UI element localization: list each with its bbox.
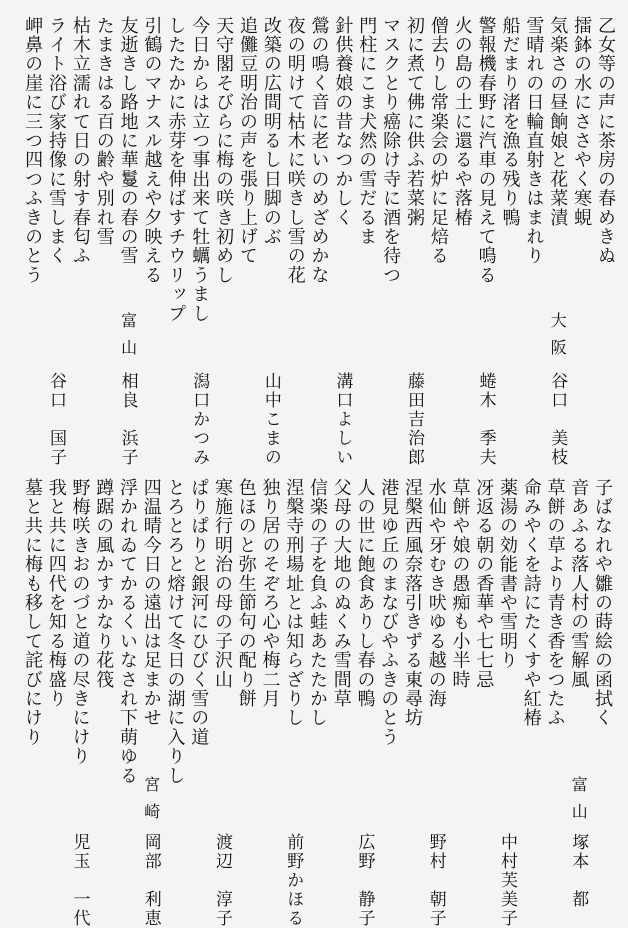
haiku-poem: 港見ゆ丘のまなびやふきのとう — [378, 478, 400, 747]
author-name: 渡辺 淳子 — [212, 833, 232, 928]
author-name: 溝口よしい — [332, 372, 353, 467]
haiku-poem: ライト浴び家持像に雪しまく — [45, 16, 67, 266]
haiku-poem: とろとろと熔けて冬日の湖に入りし — [164, 478, 186, 786]
haiku-poem: 夜の明けて枯木に咲きし雪の花 — [284, 16, 306, 285]
haiku-poem: 我と共に四代を知る梅盛り — [45, 478, 67, 709]
haiku-poem: 初に煮て佛に供ふ若菜粥 — [404, 16, 426, 228]
haiku-poem: 独り居のそぞろ心や梅二月 — [259, 478, 281, 709]
haiku-poem: したたかに赤芽を伸ばすチウリップ — [165, 16, 187, 324]
haiku-poem: マスクとり癌除け寺に酒を待つ — [380, 16, 402, 285]
haiku-poem: 子ばなれや雛の蒔絵の函拭く — [592, 478, 613, 728]
author-name: 蜷木 季夫 — [475, 372, 496, 467]
author-name: 児玉 一代 — [69, 833, 90, 928]
haiku-poem: 岬鼻の崖に三つ四つふきのとう — [22, 16, 44, 285]
haiku-poem: 人の世に飽食ありし春の鴨 — [354, 478, 376, 709]
haiku-poem: 涅槃寺刑場址とは知らざりし — [283, 478, 305, 728]
haiku-poem: 警報機春野に汽車の見えて鳴る — [475, 16, 497, 285]
author-name: 谷口 美枝 — [547, 372, 568, 467]
haiku-poem: 野梅咲きおのづと道の尽きにけり — [69, 478, 91, 766]
author-name: 前野かほる — [283, 833, 304, 928]
haiku-poem: 乙女等の声に茶房の春めきぬ — [595, 16, 616, 266]
haiku-poem: 草餅の草より青き香をつたふ — [544, 478, 566, 728]
author-name: 中村芙美子 — [497, 833, 517, 928]
haiku-poem: 改築の広間明るし日脚のぶ — [260, 16, 282, 247]
haiku-poem: 薬湯の効能書や雪明り — [497, 478, 518, 670]
haiku-poem: 天守閣そびらに梅の咲き初めし — [213, 16, 235, 285]
haiku-poem: 草餅や娘の愚痴も小半時 — [449, 478, 471, 690]
author-place: 富山 — [118, 312, 138, 366]
haiku-poem: 浮かれゐてかるくいなされ下萌ゆる — [117, 478, 138, 786]
haiku-poem: ぱりぱりと銀河にひびく雪の道 — [188, 478, 210, 747]
haiku-poem: 友逝きし路地に華鬘の春の雪 — [117, 16, 139, 266]
haiku-poem: 水仙や牙むき吠ゆる越の海 — [425, 478, 447, 709]
author-name: 潟口かつみ — [189, 372, 210, 467]
author-name: 山中こまの — [260, 372, 281, 467]
haiku-poem: 命みやくを詩にたくすや紅椿 — [520, 478, 542, 728]
author-name: 岡部 利恵 — [140, 833, 161, 928]
haiku-poem: 鶯の鳴く音に老いのめざめかな — [308, 16, 330, 285]
haiku-poem: 追儺豆明治の声を張り上げて — [236, 16, 258, 266]
author-name: 谷口 国子 — [45, 372, 66, 467]
haiku-poem: 寒施行明治の母の子沢山 — [212, 478, 233, 690]
haiku-poem: 信楽の子を負ふ蛙あたたかし — [307, 478, 328, 728]
haiku-poem: 門柱にこま犬然の雪だるま — [356, 16, 378, 247]
haiku-poem: 涅槃西風奈落引きずる東尋坊 — [402, 478, 423, 728]
author-name: 広野 静子 — [354, 833, 375, 928]
author-name: 相良 浜子 — [117, 372, 138, 467]
haiku-poem: 色ほのと弥生節句の配り餅 — [235, 478, 257, 709]
haiku-poem: 気楽さの昼餉娘と花菜漬 — [547, 16, 569, 228]
haiku-poem: 引鶴のマナスル越えや夕映える — [141, 16, 163, 285]
author-name: 藤田吉治郎 — [404, 372, 425, 467]
haiku-poem: たまきはる百の齢や別れ雪 — [93, 16, 115, 247]
author-place: 宮崎 — [141, 776, 161, 830]
haiku-poem: 火の島の土に還るや落椿 — [451, 16, 473, 228]
haiku-poem: 船だまり渚を漁る残り鴨 — [499, 16, 521, 228]
author-place: 大阪 — [548, 312, 568, 366]
haiku-poem: 四温晴今日の遠出は足まかせ — [140, 478, 162, 728]
haiku-poem: 冴返る朝の香華や七七忌 — [473, 478, 495, 690]
haiku-poem: 僧去りし常楽会の炉に足焙る — [427, 16, 449, 266]
haiku-poem: 雪晴れの日輪直射きはまれり — [523, 16, 545, 266]
author-name: 塚本 都 — [568, 833, 589, 909]
haiku-poem: 音あふる落人村の雪解風 — [568, 478, 590, 690]
haiku-poem: 父母の大地のぬくみ雪間草 — [330, 478, 352, 709]
haiku-poem: 針供養娘の昔なつかしく — [332, 16, 354, 228]
haiku-poem: 枯木立濡れて日の射す春匂ふ — [69, 16, 91, 266]
haiku-poem: 蹲踞の風かすかなり花筏 — [93, 478, 115, 690]
haiku-poem: 今日からは立つ事出来て牡蠣うまし — [189, 16, 211, 324]
haiku-poem: 擂鉢の水にささやく寒蜆 — [571, 16, 593, 228]
haiku-poem: 墓と共に梅も移して詫びにけり — [22, 478, 43, 747]
author-place: 富山 — [569, 776, 589, 830]
author-name: 野村 朝子 — [425, 833, 446, 928]
